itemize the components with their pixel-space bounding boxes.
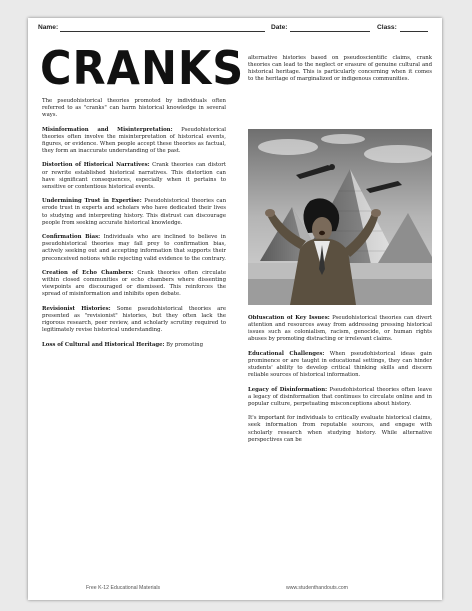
right-column-bottom <box>248 315 432 583</box>
section-heading: Undermining Trust in Expertise: <box>42 198 142 205</box>
section-body: When pseudohistorical ideas gain prominence or are taught in educational settings, they can hinder students' ability to develop critical thinking skills and discern reliable sources of historical information. <box>248 350 432 379</box>
section-body: Pseudohistorical theories often leave a legacy of disinformation that continues to circulate online and in popular culture, perpetuating misconceptions about history. <box>248 386 432 407</box>
class-line <box>400 31 428 32</box>
section-heading: Loss of Cultural and Historical Heritage: <box>42 341 165 348</box>
section-heading: Educational Challenges: <box>248 350 325 357</box>
date-line <box>290 31 370 32</box>
class-label: Class: <box>377 24 397 31</box>
section-heading: Legacy of Disinformation: <box>248 386 328 393</box>
intro-paragraph: The pseudohistorical theories promoted by individuals often referred to as "cranks" can harm historical knowledge in several ways. <box>42 98 226 119</box>
footer-left-text: Free K-12 Educational Materials <box>86 585 161 591</box>
section-heading: Revisionist Histories: <box>42 305 111 312</box>
name-label: Name: <box>38 24 59 31</box>
section-body: Individuals who are inclined to believe in pseudohistorical theories may fall prey to confirmation bias, actively seeking out and accepting information that supports their preconceived notions while rejecting valid evidence to the contrary. <box>42 234 226 262</box>
section-paragraph <box>248 315 432 344</box>
section-paragraph <box>42 162 226 191</box>
continued-paragraph: alternative histories based on pseudoscientific claims, crank theories can lead to the neglect or erasure of genuine cultural and historical heritage. This is particularly concerning when it comes to the heritage of marginalized or indigenous communities. <box>248 55 432 83</box>
section-body: Crank theories can distort or rewrite established historical narratives. This distortion can have significant consequences, especially when it pertains to sensitive or contentious historical events. <box>42 162 226 190</box>
section-heading: Obfuscation of Key Issues: <box>248 315 330 321</box>
pyramids-crank-illustration <box>248 129 432 305</box>
section-heading: Creation of Echo Chambers: <box>42 269 134 276</box>
section-heading: Distortion of Historical Narratives: <box>42 162 150 169</box>
section-body: By promoting <box>166 341 204 348</box>
closing-paragraph: It's important for individuals to critically evaluate historical claims, seek information from reputable sources, and engage with scholarly research when studying history. While alternative perspectives can be <box>248 415 432 443</box>
section-paragraph <box>42 306 226 335</box>
page-title: CRANKS <box>40 41 245 96</box>
section-body: Pseudohistorical theories can erode trust in experts and scholars who have dedicated their lives to studying and interpreting history. This distrust can discourage people from seeking accurate historical knowledge. <box>42 198 226 226</box>
section-body: Some pseudohistorical theories are presented as "revisionist" histories, but they often lack the rigorous research, peer review, and scholarly scrutiny required to legitimately revise historical understanding. <box>42 305 226 334</box>
date-label: Date: <box>271 24 288 31</box>
section-heading: Misinformation and Misinterpretation: <box>42 126 173 133</box>
section-paragraph <box>42 234 226 263</box>
section-body: Crank theories often circulate within closed communities or echo chambers where dissenting viewpoints are discouraged or dismissed. This reinforces the spread of misinformation and inhibits open debate. <box>42 269 226 298</box>
section-heading: Confirmation Bias: <box>42 234 101 241</box>
name-line <box>60 31 265 32</box>
section-paragraph <box>42 270 226 299</box>
footer-right-text: www.studenthandouts.com <box>286 585 348 591</box>
section-body: Pseudohistorical theories often involve the misinterpretation of historical events, figures, or evidence. When people accept these theories as factual, they form an inaccurate understanding of the past. <box>42 126 226 155</box>
left-column <box>42 98 226 584</box>
section-paragraph <box>248 351 432 380</box>
section-body: Pseudohistorical theories can divert attention and resources away from addressing pressing historical issues such as colonialism, racism, genocide, or human rights abuses by promoting distracting or irrelevant claims. <box>248 315 432 343</box>
section-paragraph <box>42 342 226 349</box>
section-paragraph <box>42 127 226 156</box>
section-paragraph <box>42 198 226 227</box>
section-paragraph <box>248 387 432 408</box>
student-info-header <box>38 24 430 36</box>
worksheet-page <box>28 18 442 600</box>
